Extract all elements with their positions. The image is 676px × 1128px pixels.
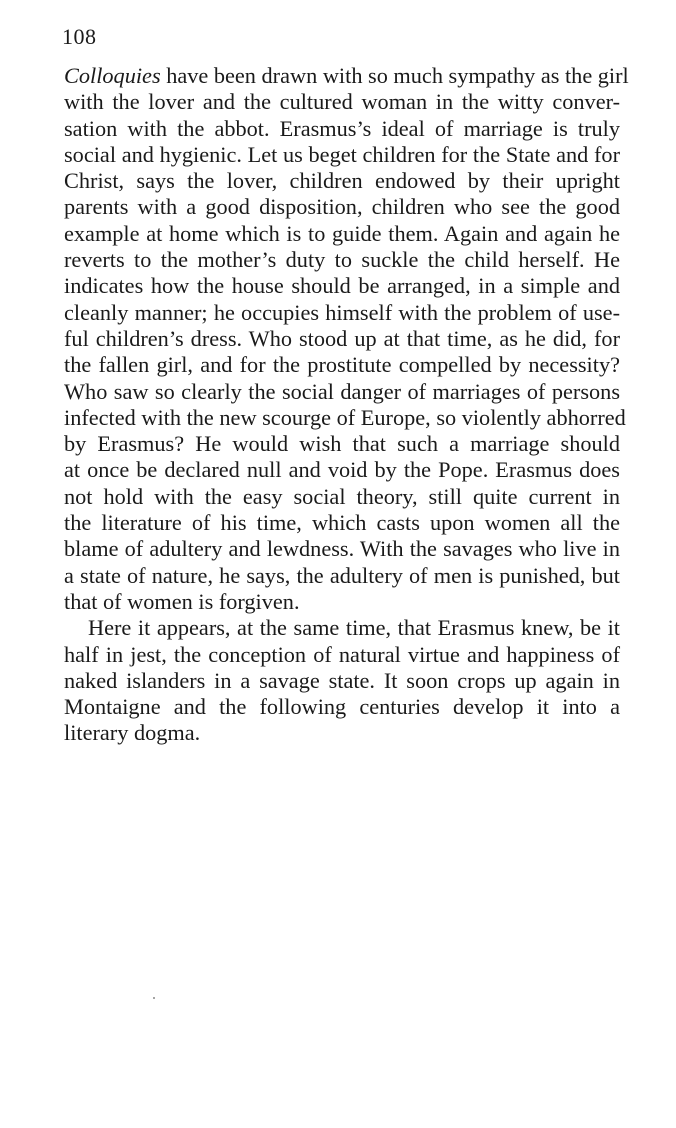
paragraph-2 (64, 615, 620, 746)
text-line: ful children’s dress. Who stood up at that time, as he did, for (64, 325, 620, 351)
text-line: Who saw so clearly the social danger of marriages of persons (64, 378, 620, 404)
text-line: parents with a good disposition, children who see the good (64, 194, 620, 220)
text-line: indicates how the house should be arranged, in a simple and (64, 273, 620, 299)
text-line: that of women is forgiven. (64, 588, 300, 614)
text-line: example at home which is to guide them. Again and again he (64, 220, 620, 246)
paragraph-1 (64, 63, 629, 615)
text-line: naked islanders in a savage state. It soon crops up again in (64, 667, 620, 693)
text-line: the fallen girl, and for the prostitute compelled by necessity? (64, 352, 620, 378)
text-line: reverts to the mother’s duty to suckle the child herself. He (64, 247, 620, 273)
text-line (64, 63, 629, 89)
text-line: with the lover and the cultured woman in the witty conver- (64, 89, 620, 115)
text-line: Montaigne and the following centuries develop it into a (64, 694, 620, 720)
text-line: Here it appears, at the same time, that Erasmus knew, be it (88, 615, 620, 641)
text-line-rest: have been drawn with so much sympathy as the girl (160, 63, 629, 88)
text-line: half in jest, the conception of natural virtue and happiness of (64, 641, 620, 667)
text-line: infected with the new scourge of Europe, so violently abhorred (64, 404, 626, 430)
text-line: social and hygienic. Let us beget children for the State and for (64, 141, 620, 167)
book-title-italic: Colloquies (64, 63, 161, 88)
text-line: by Erasmus? He would wish that such a marriage should (64, 431, 620, 457)
text-line: the literature of his time, which casts upon women all the (64, 510, 620, 536)
text-line: sation with the abbot. Erasmus’s ideal of marriage is truly (64, 115, 620, 141)
text-line: Christ, says the lover, children endowed by their upright (64, 168, 620, 194)
body-text (64, 63, 629, 747)
text-line: literary dogma. (64, 720, 201, 746)
text-line: cleanly manner; he occupies himself with the problem of use- (64, 299, 620, 325)
text-line: not hold with the easy social theory, still quite current in (64, 483, 620, 509)
text-line: blame of adultery and lewdness. With the savages who live in (64, 536, 620, 562)
text-line: at once be declared null and void by the Pope. Erasmus does (64, 457, 620, 483)
scan-speck (153, 997, 155, 999)
page-number: 108 (62, 24, 97, 49)
text-line: a state of nature, he says, the adultery of men is punished, but (64, 562, 620, 588)
